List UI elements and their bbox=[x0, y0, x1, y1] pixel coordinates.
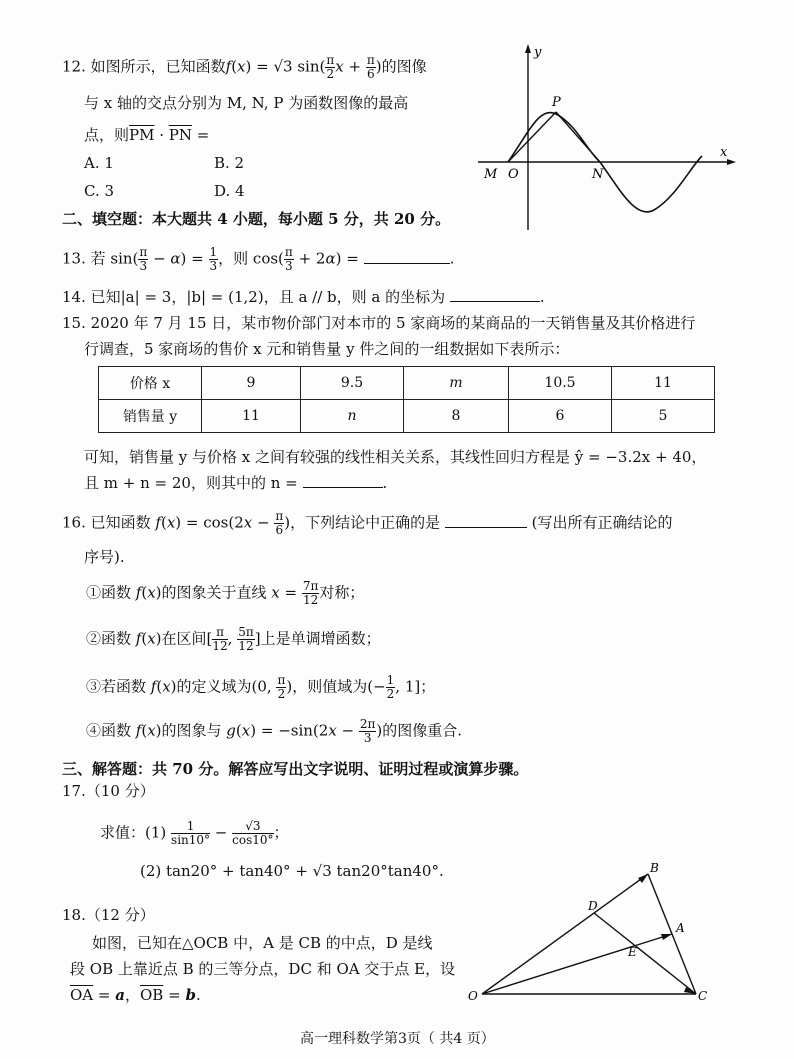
cell: 11 bbox=[202, 400, 301, 433]
section3-heading: 三、解答题：共 70 分。解答应写出文字说明、证明过程或演算步骤。 bbox=[62, 760, 529, 778]
q18-line2: 段 OB 上靠近点 B 的三等分点，DC 和 OA 交于点 E，设 bbox=[70, 960, 456, 978]
q12-line3: 点，则$\overline{PM} \cdot \overline{PN}$ = bbox=[84, 126, 210, 144]
q15-after2-text: 且 m + n = 20，则其中的 n = bbox=[84, 474, 298, 492]
q12-option-c: C. 3 bbox=[84, 182, 115, 200]
label-B: B bbox=[650, 861, 659, 875]
cell: 6 bbox=[509, 400, 612, 433]
q15-data-table bbox=[98, 366, 715, 433]
label-C: C bbox=[698, 989, 708, 1003]
q16-item-3: ③若函数 f(x)的定义域为(0, $\frac{\pi}{2}$ )，则值域为(− $\frac{1}{2}$ , 1]； bbox=[86, 673, 436, 701]
q16-line1: 16. 已知函数 f(x) = cos(2x − $\frac{\pi}{6}$ )，下列结论中正确的是 (写出所有正确结论的 bbox=[62, 509, 673, 537]
q16-line2: 序号). bbox=[84, 548, 125, 566]
q16-item-1: ①函数 f(x)的图象关于直线 x = $\frac{7\pi}{12}$ 对称； bbox=[86, 579, 365, 607]
table-row bbox=[99, 400, 715, 433]
q12-option-d: D. 4 bbox=[214, 182, 245, 200]
label-O: O bbox=[468, 989, 478, 1003]
label-D: D bbox=[588, 899, 598, 913]
label-M: M bbox=[484, 167, 498, 182]
cell: 9.5 bbox=[301, 367, 404, 400]
arrow-A bbox=[661, 934, 672, 940]
cell: 9 bbox=[202, 367, 301, 400]
q15-after1: 可知，销售量 y 与价格 x 之间有较强的线性相关关系，其线性回归方程是 ŷ = −3.2x + 40， bbox=[84, 448, 707, 466]
page-footer: 高一理科数学第3页（ 共4 页） bbox=[300, 1031, 495, 1047]
q16-line1b: (写出所有正确结论的 bbox=[531, 513, 673, 532]
segment-OB bbox=[482, 874, 648, 994]
x-axis-arrow bbox=[727, 159, 736, 165]
q12-line2: 与 x 轴的交点分别为 M, N, P 为函数图像的最高 bbox=[84, 94, 409, 112]
q17-part2: (2) tan20° + tan40° + √3 tan20°tan40°. bbox=[140, 862, 444, 880]
cell: 10.5 bbox=[509, 367, 612, 400]
q17-part1: 求值：(1) $\frac{1}{\sin 10^\circ}$ − $\frac{√3}{\cos 10^\circ}$ ； bbox=[100, 819, 289, 847]
q14: 14. 已知|a| = 3，|b| = (1,2)，且 a // b，则 a 的坐标为 . bbox=[62, 288, 545, 306]
cell: 11 bbox=[612, 367, 715, 400]
section2-heading: 二、填空题：本大题共 4 小题，每小题 5 分，共 20 分。 bbox=[62, 210, 451, 228]
q16-item-2: ②函数 f(x)在区间[ $\frac{\pi}{12}$ , $\frac{5\pi}{12}$ ]上是单调增函数； bbox=[86, 625, 381, 653]
q16-item-4: ④函数 f(x)的图象与 g(x) = −sin(2x − $\frac{2\pi}{3}$ )的图像重合. bbox=[86, 717, 463, 745]
arrow-B bbox=[638, 874, 648, 883]
segment-OA bbox=[482, 934, 672, 994]
label-A: A bbox=[676, 921, 685, 935]
q13: 13. 若 sin( $\frac{\pi}{3}$ − α) = $\frac{1}{3}$ ，则 cos( $\frac{\pi}{3}$ + 2α) = . bbox=[62, 245, 455, 273]
q12-option-a: A. 1 bbox=[84, 154, 114, 172]
q12-option-b: B. 2 bbox=[214, 154, 245, 172]
cell: 8 bbox=[404, 400, 509, 433]
label-E: E bbox=[628, 945, 637, 959]
cell: 销售量 y bbox=[99, 400, 202, 433]
table-row bbox=[99, 367, 715, 400]
y-axis-arrow bbox=[525, 44, 531, 53]
label-O: O bbox=[508, 167, 519, 182]
q17-head: 17.（10 分） bbox=[62, 782, 155, 800]
cell: 价格 x bbox=[99, 367, 202, 400]
segment-PN bbox=[556, 112, 600, 162]
cell: 5 bbox=[612, 400, 715, 433]
q18-line3: $\overline{OA} = a$，$\overline{OB} = b$. bbox=[70, 986, 201, 1004]
q15-line2: 行调查，5 家商场的售价 x 元和销售量 y 件之间的一组数据如下表所示： bbox=[84, 340, 570, 358]
q18-line1: 如图，已知在△OCB 中，A 是 CB 的中点，D 是线 bbox=[92, 934, 433, 952]
cell: m bbox=[404, 367, 509, 400]
label-P: P bbox=[552, 95, 561, 110]
q18-triangle-figure bbox=[460, 856, 720, 1006]
q12-sine-graph bbox=[470, 40, 740, 235]
label-x: x bbox=[720, 145, 728, 160]
q18-head: 18.（12 分） bbox=[62, 906, 155, 924]
segment-BC bbox=[648, 874, 696, 994]
q15-line1: 15. 2020 年 7 月 15 日，某市物价部门对本市的 5 家商场的某商品的一天销售量及其价格进行 bbox=[62, 314, 696, 332]
label-N: N bbox=[592, 167, 604, 182]
cell: n bbox=[301, 400, 404, 433]
label-y: y bbox=[534, 45, 542, 60]
segment-PM bbox=[508, 112, 556, 162]
q12-line1: 12. 如图所示，已知函数f(x) = √3 sin( $\frac{\pi}{2}$ x + $\frac{\pi}{6}$ )的图像 bbox=[62, 53, 427, 81]
q15-after2: 且 m + n = 20，则其中的 n = . bbox=[84, 474, 388, 492]
q14-text: 14. 已知|a| = 3，|b| = (1,2)，且 a // b，则 a 的坐标为 bbox=[62, 288, 446, 306]
